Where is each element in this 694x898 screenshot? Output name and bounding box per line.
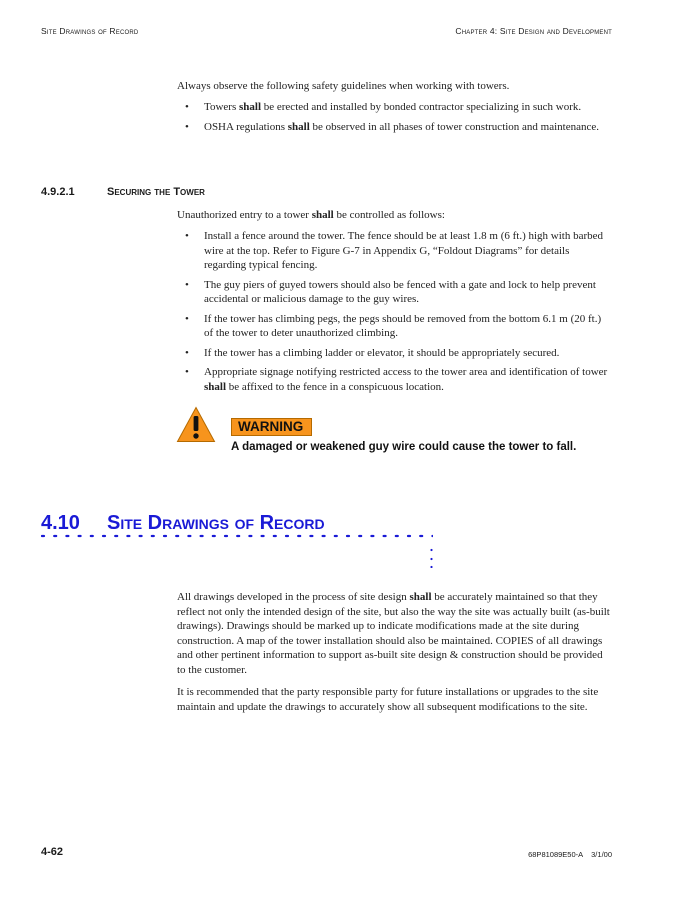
bullet-icon: • [185, 101, 189, 113]
list-item: • Towers shall be erected and installed by bonded contractor specializing in such work. [185, 101, 582, 113]
safety-intro: Always observe the following safety guidelines when working with towers. [177, 80, 510, 92]
list-item: • Install a fence around the tower. The fence should be at least 1.8 m (6 ft.) high with barbed wire at the top. Refer to Figure G-7 in Appendix G, “Foldout Diagrams” for details regarding typical fencing. [185, 230, 604, 271]
document-date: 3/1/00 [591, 850, 612, 859]
securing-intro: Unauthorized entry to a tower shall be controlled as follows: [177, 209, 445, 221]
footer-document-info [520, 850, 612, 859]
drawings-paragraph-1: All drawings developed in the process of site design shall be accurately maintained so that they reflect not only the intended design of the site, but also the way the site was actually built (as-built drawings). Drawings should be marked up to indicate modifications made at the site during construction. A map of the tower installation should also be maintained. COPIES of all drawings and other pertinent information to support as-built site design & construction should be provided to the customer. [177, 591, 610, 676]
list-item: • OSHA regulations shall be observed in all phases of tower construction and maintenance. [185, 120, 600, 133]
list-item: • If the tower has climbing pegs, the pegs should be removed from the bottom 6.1 m (20 ft.) of the tower to deter unauthorized climbing. [185, 312, 602, 339]
running-header-right: Chapter 4: Site Design and Development [455, 26, 612, 36]
section-number: 4.9.2.1 [41, 186, 75, 198]
warning-triangle-icon [176, 406, 216, 443]
warning-text: A damaged or weakened guy wire could cause the tower to fall. [231, 441, 577, 453]
securing-bullet-list [177, 229, 613, 399]
bullet-icon: • [185, 346, 189, 359]
drawings-paragraph-2: It is recommended that the party responsible party for future installations or upgrades to the site maintain and update the drawings to accurately show all subsequent modifications to the site. [177, 686, 599, 713]
list-item: • Appropriate signage notifying restricted access to the tower area and identification of tower shall be affixed to the fence in a conspicuous location. [185, 366, 608, 393]
bullet-icon: • [185, 230, 189, 242]
warning-label: WARNING [231, 418, 312, 436]
section-heading-4-10 [41, 512, 325, 535]
running-header-left: Site Drawings of Record [41, 26, 139, 36]
document-number: 68P81089E50-A [528, 850, 584, 859]
safety-bullet-list [177, 100, 613, 139]
section-dotted-rule [41, 534, 433, 538]
section-title: Securing the Tower [107, 186, 205, 198]
bullet-icon: • [185, 120, 189, 133]
page-number: 4-62 [41, 846, 64, 858]
section-number: 4.10 [41, 512, 80, 534]
list-item: • If the tower has a climbing ladder or elevator, it should be appropriately secured. [185, 346, 560, 359]
list-item: • The guy piers of guyed towers should also be fenced with a gate and lock to help prevent accidental or malicious damage to the guy wires. [185, 278, 596, 305]
bullet-icon: • [185, 366, 189, 378]
bullet-icon: • [185, 278, 189, 291]
section-heading-4-9-2-1 [41, 186, 205, 198]
section-title: Site Drawings of Record [107, 512, 325, 534]
section-dotted-rule-vertical [430, 548, 433, 568]
bullet-icon: • [185, 312, 189, 325]
